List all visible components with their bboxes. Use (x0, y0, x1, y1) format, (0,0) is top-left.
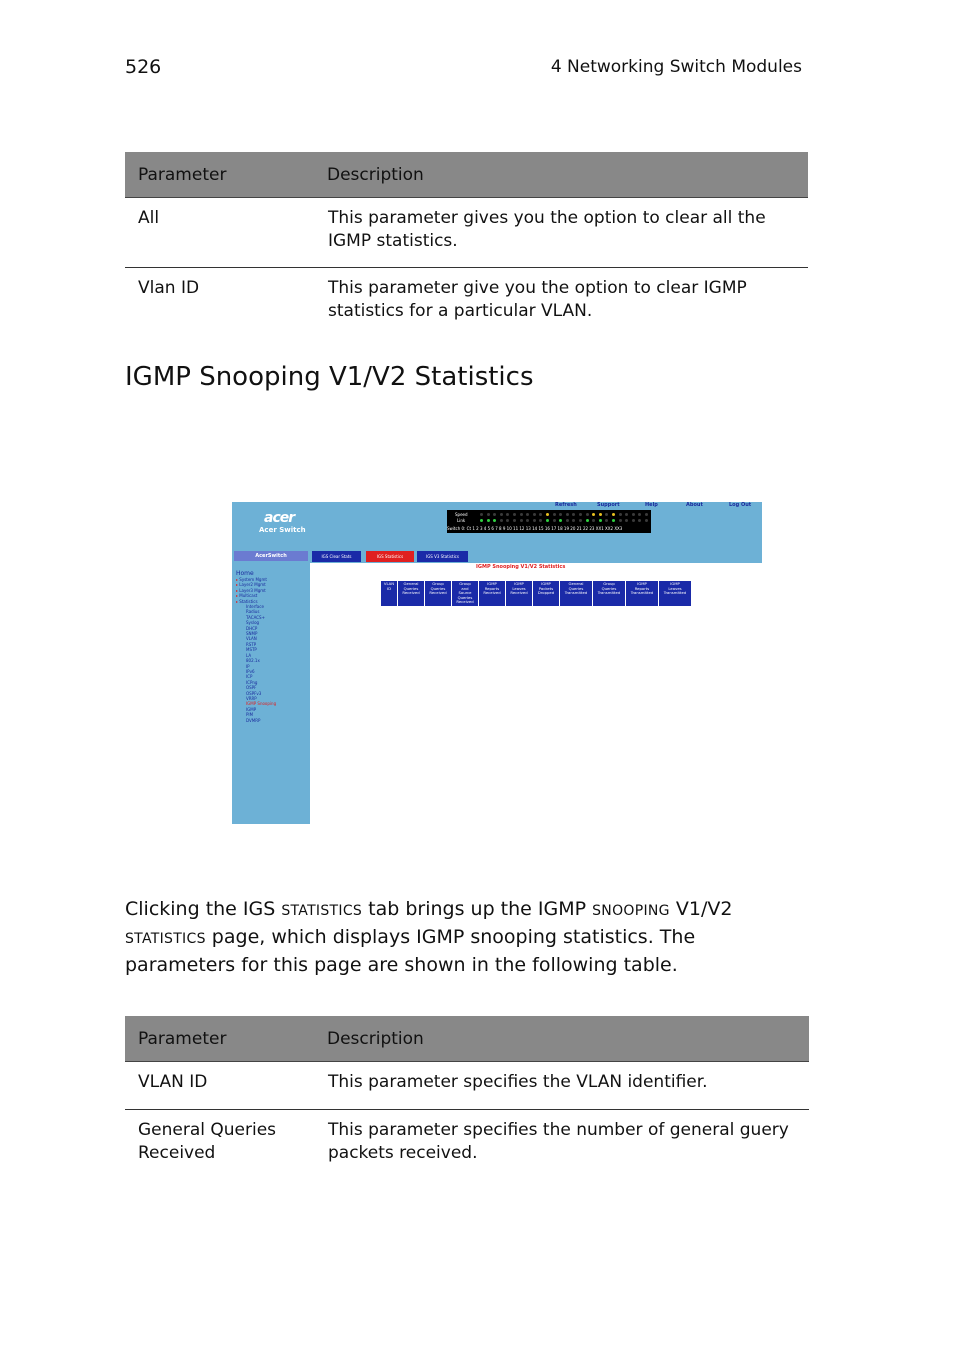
sidebar-item-label: RSTP (246, 641, 257, 647)
table-header-row (125, 1016, 809, 1062)
column-header-word: Group (432, 581, 444, 586)
table-row (125, 268, 808, 338)
port-led-icon (546, 513, 549, 516)
column-header-word: ID (386, 585, 392, 591)
port-led-icon (493, 519, 496, 522)
expand-arrow-icon: ▸ (236, 593, 240, 599)
sidebar-item-label: DVMRP (246, 717, 261, 723)
sidebar-item-label: Interface (246, 604, 264, 610)
port-led-icon (572, 513, 575, 516)
table-header-row (125, 152, 808, 198)
body-paragraph (125, 896, 785, 978)
sidebar-item-label: VRRP (246, 695, 257, 701)
param-name: VLAN ID (125, 1062, 315, 1110)
port-led-icon (513, 519, 516, 522)
sidebar-item-label: SNMP (246, 631, 258, 637)
column-header: Parameter (125, 152, 315, 198)
stats-column-header (398, 581, 425, 607)
column-header-word: Dropped (537, 590, 555, 596)
stats-column-header (506, 581, 533, 607)
port-led-icon (605, 513, 608, 516)
stats-column-header (381, 581, 398, 607)
stats-page-title: IGMP Snooping V1/V2 Statistics (476, 564, 566, 570)
port-led-icon (500, 519, 503, 522)
sidebar-item-label: IP (246, 663, 250, 669)
sidebar-item-label: System Mgmt (239, 577, 267, 582)
port-led-icon (506, 519, 509, 522)
port-led-icon (539, 519, 542, 522)
sidebar-item-label: LA (246, 652, 252, 658)
sidebar-item-label: 802.1x (246, 658, 260, 664)
port-led-icon (619, 513, 622, 516)
param-name: Vlan ID (138, 278, 200, 298)
speed-label: Speed (455, 512, 468, 517)
port-led-icon (533, 519, 536, 522)
port-number-list: 1 2 3 4 5 6 7 8 9 10 11 12 13 14 15 16 17 18 19 20 21 22 23 XX1 XX2 XX3 (472, 526, 623, 531)
port-led-icon (480, 513, 483, 516)
stats-column-header (560, 581, 593, 607)
param-name: All (125, 198, 315, 268)
tab-igs-v3-statistics[interactable]: IGS V3 Statistics (417, 551, 468, 562)
acer-logo: acer (264, 510, 295, 526)
sidebar-item-label: OSPFv3 (246, 690, 262, 696)
column-header-word: Transmitted (630, 590, 654, 596)
port-led-icon (579, 513, 582, 516)
sidebar-item-label: PIM (246, 712, 254, 718)
sidebar-item-label: ICPng (246, 679, 258, 685)
column-header-word: Reports (484, 585, 500, 591)
port-led-icon (526, 513, 529, 516)
column-header-word: Leaves (512, 585, 526, 591)
column-header-word: Received (456, 599, 474, 605)
stats-header-row (381, 581, 692, 607)
port-led-icon (592, 513, 595, 516)
expand-arrow-icon: ▸ (236, 582, 240, 588)
port-led-icon (500, 513, 503, 516)
column-header-word: Received (402, 590, 420, 596)
tab-igs-clear-stats[interactable]: IGS Clear Stats (312, 551, 361, 562)
column-header-word: Queries (457, 594, 473, 600)
stats-table (380, 580, 692, 607)
port-led-icon (559, 513, 562, 516)
link-label: Link (457, 518, 466, 523)
body-text-part: V1/V2 (669, 898, 733, 920)
expand-arrow-icon: ▸ (236, 577, 240, 582)
column-header-word: Source (458, 590, 472, 596)
port-led-icon (605, 519, 608, 522)
port-led-icon (533, 513, 536, 516)
refresh-link[interactable]: Refresh (555, 502, 577, 508)
sidebar-item-label: Radius (246, 609, 260, 615)
column-header-word: Leaves (668, 585, 682, 591)
column-header-word: Packets (538, 585, 554, 591)
port-led-icon (526, 519, 529, 522)
port-numbers (447, 526, 622, 531)
param-desc: This parameter specifies the VLAN identifier. (315, 1062, 809, 1110)
column-header-word: IGMP (514, 581, 524, 586)
port-led-icon (513, 513, 516, 516)
param-desc: This parameter gives you the option to clear all the IGMP statistics. (315, 198, 808, 268)
sidebar-item-label: Statistics (239, 598, 258, 604)
running-head: 4 Networking Switch Modules (550, 57, 802, 77)
column-header-word: General (403, 581, 419, 586)
column-header-word: VLAN (383, 581, 395, 586)
column-header-word: IGMP (637, 581, 647, 586)
column-header-word: Queries (430, 585, 446, 591)
column-header-word: Transmitted (564, 590, 588, 596)
small-caps-term: STATISTICS (281, 903, 363, 919)
page-number: 526 (125, 56, 162, 78)
port-led-icon (599, 519, 602, 522)
port-led-icon (553, 513, 556, 516)
port-led-icon (480, 519, 483, 522)
port-led-icon (625, 513, 628, 516)
port-led-icon (493, 513, 496, 516)
column-header-word: Received (429, 590, 447, 596)
stats-column-header (533, 581, 560, 607)
body-text-part: page, which displays IGMP snooping statistics. The parameters for this page are shown in the following table. (125, 926, 696, 976)
table-row (125, 1110, 809, 1180)
port-led-icon (586, 519, 589, 522)
table-row (125, 1062, 809, 1110)
body-text-part: Clicking the IGS (125, 898, 282, 920)
switch-label: Switch 0: Ct (447, 526, 472, 531)
logo-subtitle: Acer Switch (259, 526, 306, 534)
port-led-icon (612, 519, 615, 522)
port-led-icon (586, 513, 589, 516)
home-link[interactable]: Home (236, 570, 254, 577)
port-led-icon (553, 519, 556, 522)
column-header-word: Reports (634, 585, 650, 591)
sidebar-item-label: Syslog (246, 620, 260, 626)
port-led-icon (487, 519, 490, 522)
port-led-icon (487, 513, 490, 516)
sidebar-item-label: MSTP (246, 647, 257, 653)
column-header-word: Queries (601, 585, 617, 591)
port-led-icon (612, 513, 615, 516)
sidebar-item-label: Layer2 Mgmt (239, 582, 266, 588)
small-caps-term: STATISTICS (125, 931, 206, 947)
column-header-word: Queries (403, 585, 419, 591)
switch-ui-screenshot (232, 502, 762, 824)
tab-igs-statistics[interactable]: IGS Statistics (366, 551, 414, 562)
stats-column-header (626, 581, 659, 607)
logout-link[interactable]: Log Out (729, 502, 752, 508)
sidebar-item-label: IGMP (246, 706, 257, 712)
port-led-icon (546, 519, 549, 522)
sidebar-item-label: VLAN (246, 636, 257, 642)
column-header-word: Transmitted (663, 590, 687, 596)
param-name: General Queries Received (138, 1120, 277, 1163)
port-led-icon (632, 519, 635, 522)
sidebar-item[interactable] (236, 718, 276, 723)
column-header-word: General (568, 581, 584, 586)
param-desc: This parameter give you the option to clear IGMP statistics for a particular VLAN. (328, 278, 747, 321)
table-row (125, 198, 808, 268)
stats-column-header (593, 581, 626, 607)
column-header-word: IGMP (670, 581, 680, 586)
column-header-word: Queries (568, 585, 584, 591)
stats-column-header (452, 581, 479, 607)
expand-arrow-icon: ▸ (236, 598, 240, 604)
sidebar-item-label: Layer3 Mgmt (239, 587, 266, 593)
stats-column-header (425, 581, 452, 607)
sidebar-item-label: TACACS+ (246, 614, 265, 620)
column-header: Description (315, 1016, 809, 1062)
column-header-word: Transmitted (597, 590, 621, 596)
sidebar-item-label: OSPF (246, 685, 257, 691)
param-desc: This parameter specifies the number of general guery packets received. (328, 1120, 789, 1163)
port-led-icon (566, 519, 569, 522)
port-led-icon (520, 519, 523, 522)
sidebar-item-label: IPv6 (246, 668, 255, 674)
sidebar-item-label: Multicast (239, 593, 258, 599)
port-led-icon (559, 519, 562, 522)
help-link[interactable]: Help (645, 502, 658, 508)
port-status-panel (447, 510, 651, 533)
column-header-word: Group (603, 581, 615, 586)
column-header: Parameter (125, 1016, 315, 1062)
port-led-icon (592, 519, 595, 522)
sidebar (232, 551, 310, 824)
port-led-icon (638, 519, 641, 522)
stats-column-header (659, 581, 692, 607)
port-led-icon (632, 513, 635, 516)
column-header-word: Group (459, 581, 471, 586)
port-led-icon (520, 513, 523, 516)
parameter-table-1 (125, 152, 808, 337)
sidebar-item-label: ICP (246, 674, 253, 680)
port-led-icon (645, 519, 648, 522)
port-led-icon (645, 513, 648, 516)
expand-arrow-icon: ▸ (236, 587, 240, 593)
parameter-table-2 (125, 1016, 809, 1179)
small-caps-term: SNOOPING (592, 903, 670, 919)
sidebar-item-label: DHCP (246, 625, 258, 631)
section-title: IGMP Snooping V1/V2 Statistics (125, 362, 534, 392)
port-led-icon (539, 513, 542, 516)
sidebar-head[interactable]: AcerSwitch (234, 551, 308, 561)
column-header-word: IGMP (487, 581, 497, 586)
port-led-icon (638, 513, 641, 516)
stats-column-header (479, 581, 506, 607)
port-led-icon (566, 513, 569, 516)
port-led-icon (579, 519, 582, 522)
port-led-icon (572, 519, 575, 522)
about-link[interactable]: About (686, 502, 703, 508)
sidebar-item-label: IGMP Snooping (246, 701, 277, 707)
column-header-word: and (461, 585, 469, 591)
port-led-icon (506, 513, 509, 516)
port-led-icon (599, 513, 602, 516)
port-led-icon (625, 519, 628, 522)
column-header-word: IGMP (541, 581, 551, 586)
column-header-word: Received (510, 590, 528, 596)
support-link[interactable]: Support (597, 502, 620, 508)
port-led-icon (619, 519, 622, 522)
body-text-part: tab brings up the IGMP (362, 898, 593, 920)
column-header-word: Received (483, 590, 501, 596)
sidebar-menu (236, 577, 276, 723)
column-header: Description (315, 152, 808, 198)
